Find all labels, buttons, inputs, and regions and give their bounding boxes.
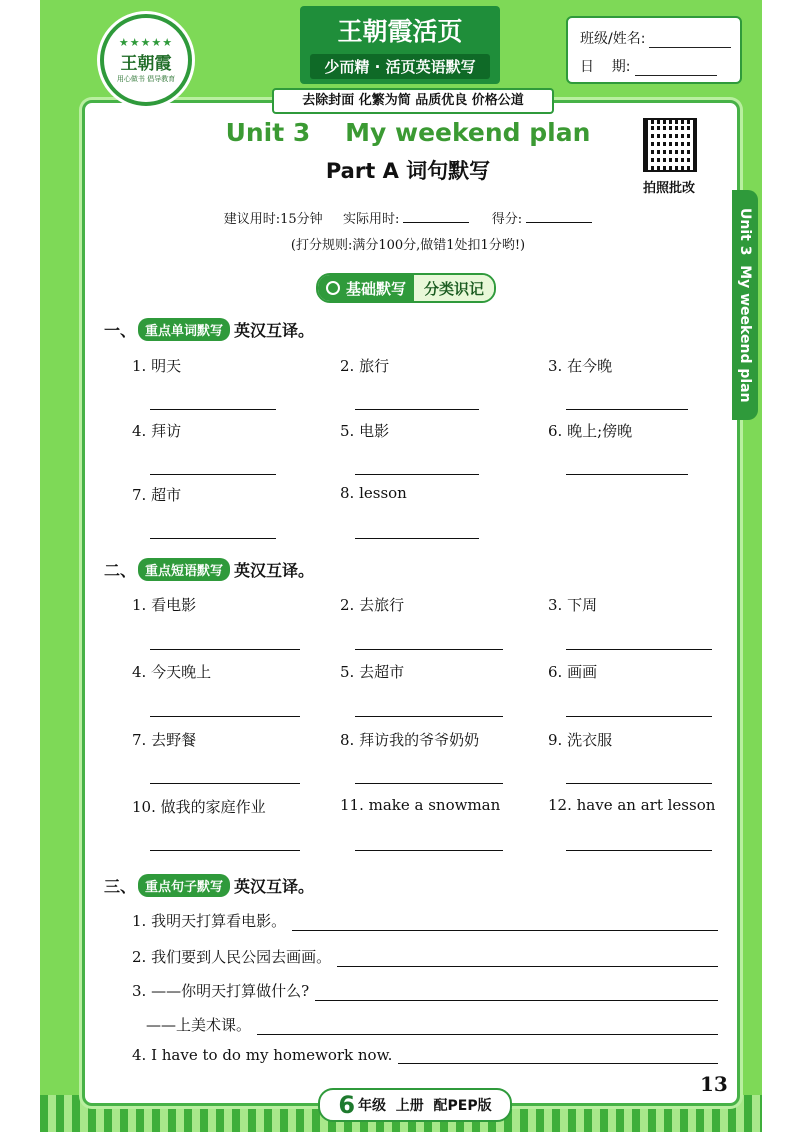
list-item: 4. 今天晚上 xyxy=(132,663,212,681)
answer-line[interactable] xyxy=(566,408,688,410)
qr-label: 拍照批改 xyxy=(642,181,695,196)
answer-line[interactable] xyxy=(257,1020,718,1035)
sentence-item xyxy=(132,946,718,967)
section1-pill: 重点单词默写 xyxy=(138,318,230,341)
list-item: 5. 去超市 xyxy=(340,663,405,681)
grade-text: 年级 上册 配PEP版 xyxy=(358,1098,492,1114)
answer-line[interactable] xyxy=(355,537,479,539)
sentence-item xyxy=(146,1014,718,1035)
sentence-text: ——上美术课。 xyxy=(146,1016,252,1034)
section1-heading xyxy=(104,318,314,341)
score-label: 得分: xyxy=(491,212,523,227)
section2-pill: 重点短语默写 xyxy=(138,558,230,581)
banner-subtitle: 少而精 · 活页英语默写 xyxy=(310,54,490,79)
list-item: 9. 洗衣服 xyxy=(548,731,613,749)
brand-logo xyxy=(100,14,192,106)
sentence-item xyxy=(132,910,718,931)
answer-line[interactable] xyxy=(150,408,276,410)
grade-number: 6 xyxy=(338,1091,356,1119)
answer-line[interactable] xyxy=(337,952,718,967)
unit-title: Unit 3 My weekend plan xyxy=(225,118,591,147)
sentence-item xyxy=(132,980,718,1001)
side-tab: Unit 3 My weekend plan xyxy=(732,190,758,420)
answer-line[interactable] xyxy=(355,408,479,410)
answer-line[interactable] xyxy=(292,916,718,931)
score-field[interactable] xyxy=(526,210,592,223)
slogan: 去除封面 化繁为简 品质优良 价格公道 xyxy=(272,88,554,114)
part-title: Part A 词句默写 xyxy=(325,159,491,183)
banner-title: 王朝霞活页 xyxy=(337,17,463,46)
list-item: 8. 拜访我的爷爷奶奶 xyxy=(340,731,480,749)
section2-instruction: 英汉互译。 xyxy=(234,561,315,580)
sentence-text: 3. ——你明天打算做什么? xyxy=(132,982,310,1000)
section-badge xyxy=(316,273,496,303)
section3-heading xyxy=(104,874,314,897)
answer-line[interactable] xyxy=(566,648,712,650)
list-item: 11. make a snowman xyxy=(340,796,501,814)
list-item: 6. 画画 xyxy=(548,663,598,681)
actual-time-field[interactable] xyxy=(403,210,469,223)
answer-line[interactable] xyxy=(566,782,712,784)
answer-line[interactable] xyxy=(355,782,503,784)
logo-tag: 用心做书 倡导教育 xyxy=(116,75,176,83)
logo-stars: ★★★★★ xyxy=(118,36,174,49)
list-item: 6. 晚上;傍晚 xyxy=(548,422,633,440)
answer-line[interactable] xyxy=(315,986,718,1001)
list-item: 8. lesson xyxy=(340,484,407,502)
answer-line[interactable] xyxy=(150,473,276,475)
list-item: 4. 拜访 xyxy=(132,422,182,440)
sentence-text: 4. I have to do my homework now. xyxy=(132,1046,393,1064)
sentence-text: 1. 我明天打算看电影。 xyxy=(132,912,287,930)
answer-line[interactable] xyxy=(566,715,712,717)
list-item: 1. 看电影 xyxy=(132,596,197,614)
list-item: 2. 去旅行 xyxy=(340,596,405,614)
section1-num: 一、 xyxy=(104,321,137,340)
date-label: 日 期: xyxy=(580,59,631,75)
class-name-field[interactable] xyxy=(649,33,731,48)
timing-line xyxy=(82,208,734,227)
section2-num: 二、 xyxy=(104,561,137,580)
list-item: 7. 去野餐 xyxy=(132,731,197,749)
answer-line[interactable] xyxy=(355,473,479,475)
answer-line[interactable] xyxy=(566,473,688,475)
sentence-item xyxy=(132,1046,718,1064)
answer-line[interactable] xyxy=(355,648,503,650)
sentence-text: 2. 我们要到人民公园去画画。 xyxy=(132,948,332,966)
answer-line[interactable] xyxy=(150,782,300,784)
actual-time-label: 实际用时: xyxy=(342,212,400,227)
answer-line[interactable] xyxy=(150,537,276,539)
section3-num: 三、 xyxy=(104,877,137,896)
list-item: 2. 旅行 xyxy=(340,357,390,375)
badge-right: 分类识记 xyxy=(414,275,494,301)
logo-brand: 王朝霞 xyxy=(120,54,172,74)
section3-instruction: 英汉互译。 xyxy=(234,877,315,896)
list-item: 3. 下周 xyxy=(548,596,598,614)
list-item: 3. 在今晚 xyxy=(548,357,613,375)
answer-line[interactable] xyxy=(150,648,300,650)
suggested-time: 建议用时:15分钟 xyxy=(223,212,323,227)
answer-line[interactable] xyxy=(398,1049,718,1064)
date-field[interactable] xyxy=(635,61,717,76)
answer-line[interactable] xyxy=(355,715,503,717)
medal-icon xyxy=(326,281,340,295)
class-name-label: 班级/姓名: xyxy=(580,31,646,47)
series-banner xyxy=(300,6,500,84)
answer-line[interactable] xyxy=(566,849,712,851)
qr-code-icon[interactable] xyxy=(643,118,697,172)
list-item: 5. 电影 xyxy=(340,422,390,440)
list-item: 12. have an art lesson xyxy=(548,796,716,814)
scoring-rules: (打分规则:满分100分,做错1处扣1分哟!) xyxy=(290,238,526,253)
list-item: 1. 明天 xyxy=(132,357,182,375)
section3-pill: 重点句子默写 xyxy=(138,874,230,897)
answer-line[interactable] xyxy=(355,849,503,851)
badge-left: 基础默写 xyxy=(346,279,407,298)
list-item: 10. 做我的家庭作业 xyxy=(132,798,266,816)
list-item: 7. 超市 xyxy=(132,486,182,504)
grade-footer xyxy=(318,1088,512,1122)
page-number: 13 xyxy=(700,1072,728,1096)
answer-line[interactable] xyxy=(150,715,300,717)
student-info-box xyxy=(566,16,742,84)
section2-heading xyxy=(104,558,314,581)
answer-line[interactable] xyxy=(150,849,300,851)
section1-instruction: 英汉互译。 xyxy=(234,321,315,340)
